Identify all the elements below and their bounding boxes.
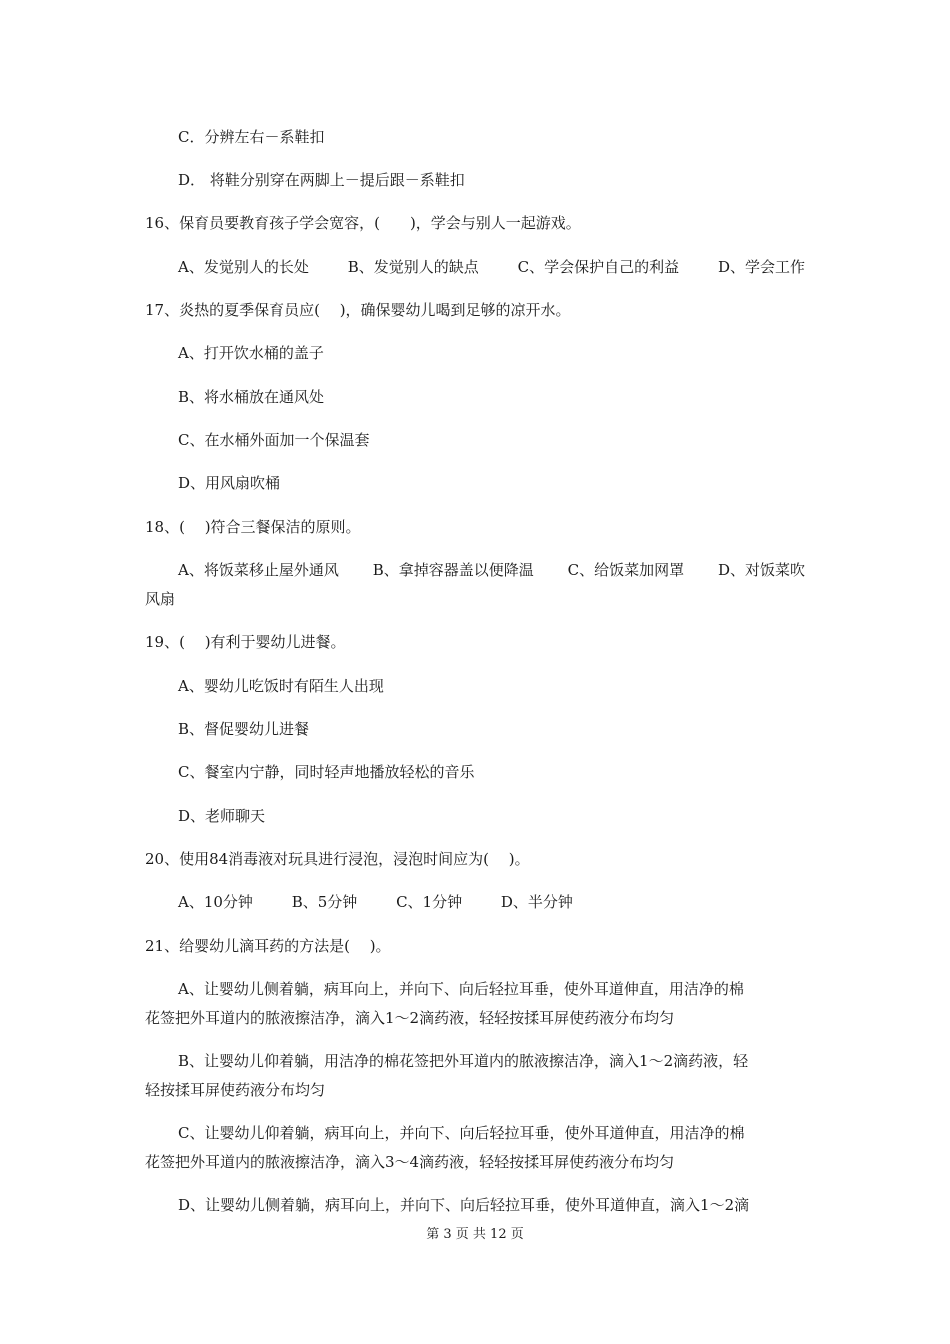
option-16-a: A、发觉别人的长处 — [178, 258, 309, 276]
option-20-b: B、5分钟 — [291, 893, 358, 911]
option-18-d: D、对饭菜吹 — [717, 561, 805, 579]
option-21-a-line1: A、让婴幼儿侧着躺，病耳向上，并向下、向后轻拉耳垂，使外耳道伸直，用洁净的棉 — [178, 980, 744, 998]
option-20-d: D、半分钟 — [500, 893, 573, 911]
option-19-a: A、婴幼儿吃饭时有陌生人出现 — [178, 677, 384, 695]
option-17-b: B、将水桶放在通风处 — [178, 388, 325, 406]
option-16-c: C、学会保护自己的利益 — [517, 258, 680, 276]
option-18-c: C、给饭菜加网罩 — [567, 561, 685, 579]
option-18-b: B、拿掉容器盖以便降温 — [372, 561, 534, 579]
option-21-c-line2: 花签把外耳道内的脓液擦洁净，滴入3～4滴药液，轻轻按揉耳屏使药液分布均匀 — [145, 1153, 675, 1171]
question-19: 19、( )有利于婴幼儿进餐。 — [145, 633, 346, 651]
option-16-d: D、学会工作 — [717, 258, 805, 276]
option-18-a: A、将饭菜移止屋外通风 — [178, 561, 339, 579]
option-18-continuation: 风扇 — [145, 590, 176, 608]
option-16-b: B、发觉别人的缺点 — [347, 258, 479, 276]
options-18 — [178, 559, 815, 581]
option-21-d-line1: D、让婴幼儿侧着躺，病耳向上，并向下、向后轻拉耳垂，使外耳道伸直，滴入1～2滴 — [178, 1196, 750, 1214]
option-20-a: A、10分钟 — [178, 893, 253, 911]
question-17: 17、炎热的夏季保育员应( )，确保婴幼儿喝到足够的凉开水。 — [145, 301, 571, 319]
option-15-c: C．分辨左右－系鞋扣 — [178, 128, 325, 146]
option-21-b-line1: B、让婴幼儿仰着躺，用洁净的棉花签把外耳道内的脓液擦洁净，滴入1～2滴药液，轻 — [178, 1052, 749, 1070]
option-21-b-line2: 轻按揉耳屏使药液分布均匀 — [145, 1081, 326, 1099]
options-16 — [178, 256, 815, 278]
question-18: 18、( )符合三餐保洁的原则。 — [145, 518, 361, 536]
option-21-a-line2: 花签把外耳道内的脓液擦洁净，滴入1～2滴药液，轻轻按揉耳屏使药液分布均匀 — [145, 1009, 675, 1027]
option-15-d: D． 将鞋分别穿在两脚上－提后跟－系鞋扣 — [178, 171, 465, 189]
option-19-c: C、餐室内宁静，同时轻声地播放轻松的音乐 — [178, 763, 475, 781]
question-16: 16、保育员要教育孩子学会宽容，( )，学会与别人一起游戏。 — [145, 214, 581, 232]
option-21-c-line1: C、让婴幼儿仰着躺，病耳向上，并向下、向后轻拉耳垂，使外耳道伸直，用洁净的棉 — [178, 1124, 745, 1142]
page-footer: 第 3 页 共 12 页 — [426, 1227, 524, 1242]
option-17-a: A、打开饮水桶的盖子 — [178, 344, 324, 362]
option-19-d: D、老师聊天 — [178, 807, 266, 825]
option-17-c: C、在水桶外面加一个保温套 — [178, 431, 370, 449]
option-17-d: D、用风扇吹桶 — [178, 474, 281, 492]
option-20-c: C、1分钟 — [396, 893, 463, 911]
question-21: 21、给婴幼儿滴耳药的方法是( )。 — [145, 937, 391, 955]
question-20: 20、使用84消毒液对玩具进行浸泡，浸泡时间应为( )。 — [145, 850, 530, 868]
options-20 — [178, 891, 815, 913]
option-19-b: B、督促婴幼儿进餐 — [178, 720, 310, 738]
